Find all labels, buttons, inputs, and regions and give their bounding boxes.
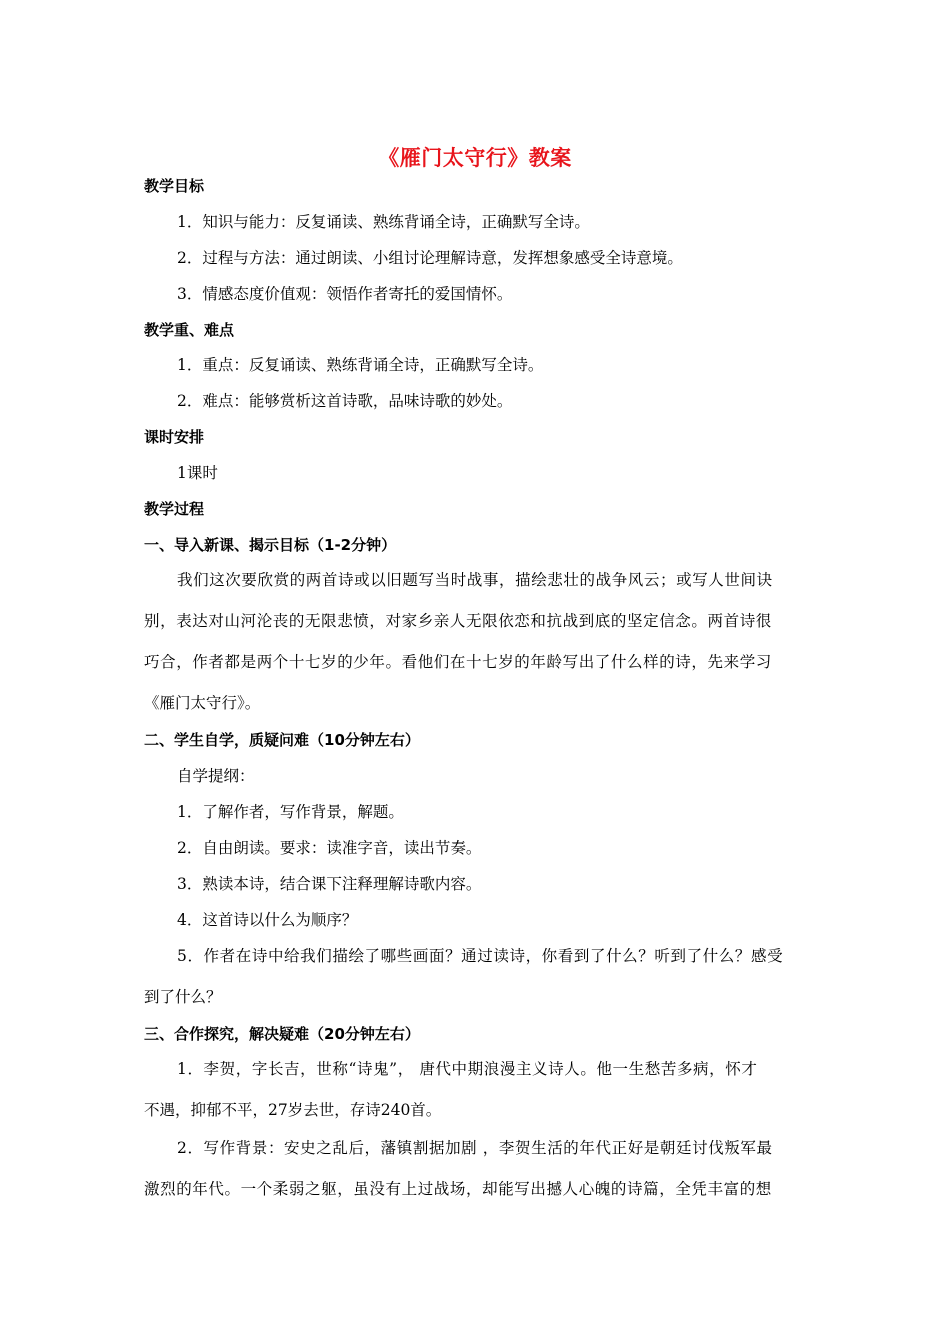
section3-item-2-line: 激烈的年代。一个柔弱之躯，虽没有上过战场，却能写出撼人心魄的诗篇，全凭丰富的想 bbox=[144, 1180, 772, 1198]
key-point-item-1: 1．重点：反复诵读、熟练背诵全诗，正确默写全诗。 bbox=[177, 356, 544, 374]
section3-item-2-line: 2．写作背景：安史之乱后，藩镇割据加剧 ，李贺生活的年代正好是朝廷讨伐叛军最 bbox=[177, 1139, 773, 1157]
section2-item-4: 4．这首诗以什么为顺序？ bbox=[177, 911, 358, 929]
objective-item-1: 1．知识与能力：反复诵读、熟练背诵全诗，正确默写全诗。 bbox=[177, 213, 590, 231]
process-heading: 教学过程 bbox=[144, 500, 205, 518]
section2-item-5-continued: 到了什么？ bbox=[144, 988, 222, 1006]
section3-heading: 三、合作探究，解决疑难（20分钟左右） bbox=[144, 1025, 420, 1043]
document-title: 《雁门太守行》教案 bbox=[378, 145, 572, 170]
objective-item-3: 3．情感态度价值观：领悟作者寄托的爱国情怀。 bbox=[177, 285, 513, 303]
section1-paragraph-line: 我们这次要欣赏的两首诗或以旧题写当时战事，描绘悲壮的战争风云；或写人世间诀 bbox=[177, 571, 773, 589]
section3-item-1-line: 1．李贺，字长吉，世称“诗鬼”， 唐代中期浪漫主义诗人。他一生愁苦多病，怀才 bbox=[177, 1060, 758, 1078]
objective-item-2: 2．过程与方法：通过朗读、小组讨论理解诗意，发挥想象感受全诗意境。 bbox=[177, 249, 683, 267]
section2-item-2: 2．自由朗读。要求：读准字音，读出节奏。 bbox=[177, 839, 482, 857]
objectives-heading: 教学目标 bbox=[144, 177, 205, 195]
section2-heading: 二、学生自学，质疑问难（10分钟左右） bbox=[144, 731, 420, 749]
section1-paragraph-line: 巧合，作者都是两个十七岁的少年。看他们在十七岁的年龄写出了什么样的诗，先来学习 bbox=[144, 653, 772, 671]
section2-item-5: 5．作者在诗中给我们描绘了哪些画面？通过读诗，你看到了什么？听到了什么？感受 bbox=[177, 947, 784, 965]
key-point-item-2: 2．难点：能够赏析这首诗歌，品味诗歌的妙处。 bbox=[177, 392, 513, 410]
schedule-heading: 课时安排 bbox=[144, 428, 205, 446]
section1-paragraph-line: 《雁门太守行》。 bbox=[144, 694, 261, 712]
section1-paragraph-line: 别，表达对山河沦丧的无限悲愤，对家乡亲人无限依恋和抗战到底的坚定信念。两首诗很 bbox=[144, 612, 772, 630]
section1-heading: 一、导入新课、揭示目标（1-2分钟） bbox=[144, 536, 397, 554]
section2-item-1: 1．了解作者，写作背景，解题。 bbox=[177, 803, 404, 821]
section3-item-1-line: 不遇，抑郁不平，27岁去世，存诗240首。 bbox=[144, 1101, 442, 1119]
key-points-heading: 教学重、难点 bbox=[144, 321, 235, 339]
schedule-value: 1课时 bbox=[177, 464, 218, 482]
section2-intro: 自学提纲： bbox=[177, 767, 255, 785]
section2-item-3: 3．熟读本诗，结合课下注释理解诗歌内容。 bbox=[177, 875, 482, 893]
